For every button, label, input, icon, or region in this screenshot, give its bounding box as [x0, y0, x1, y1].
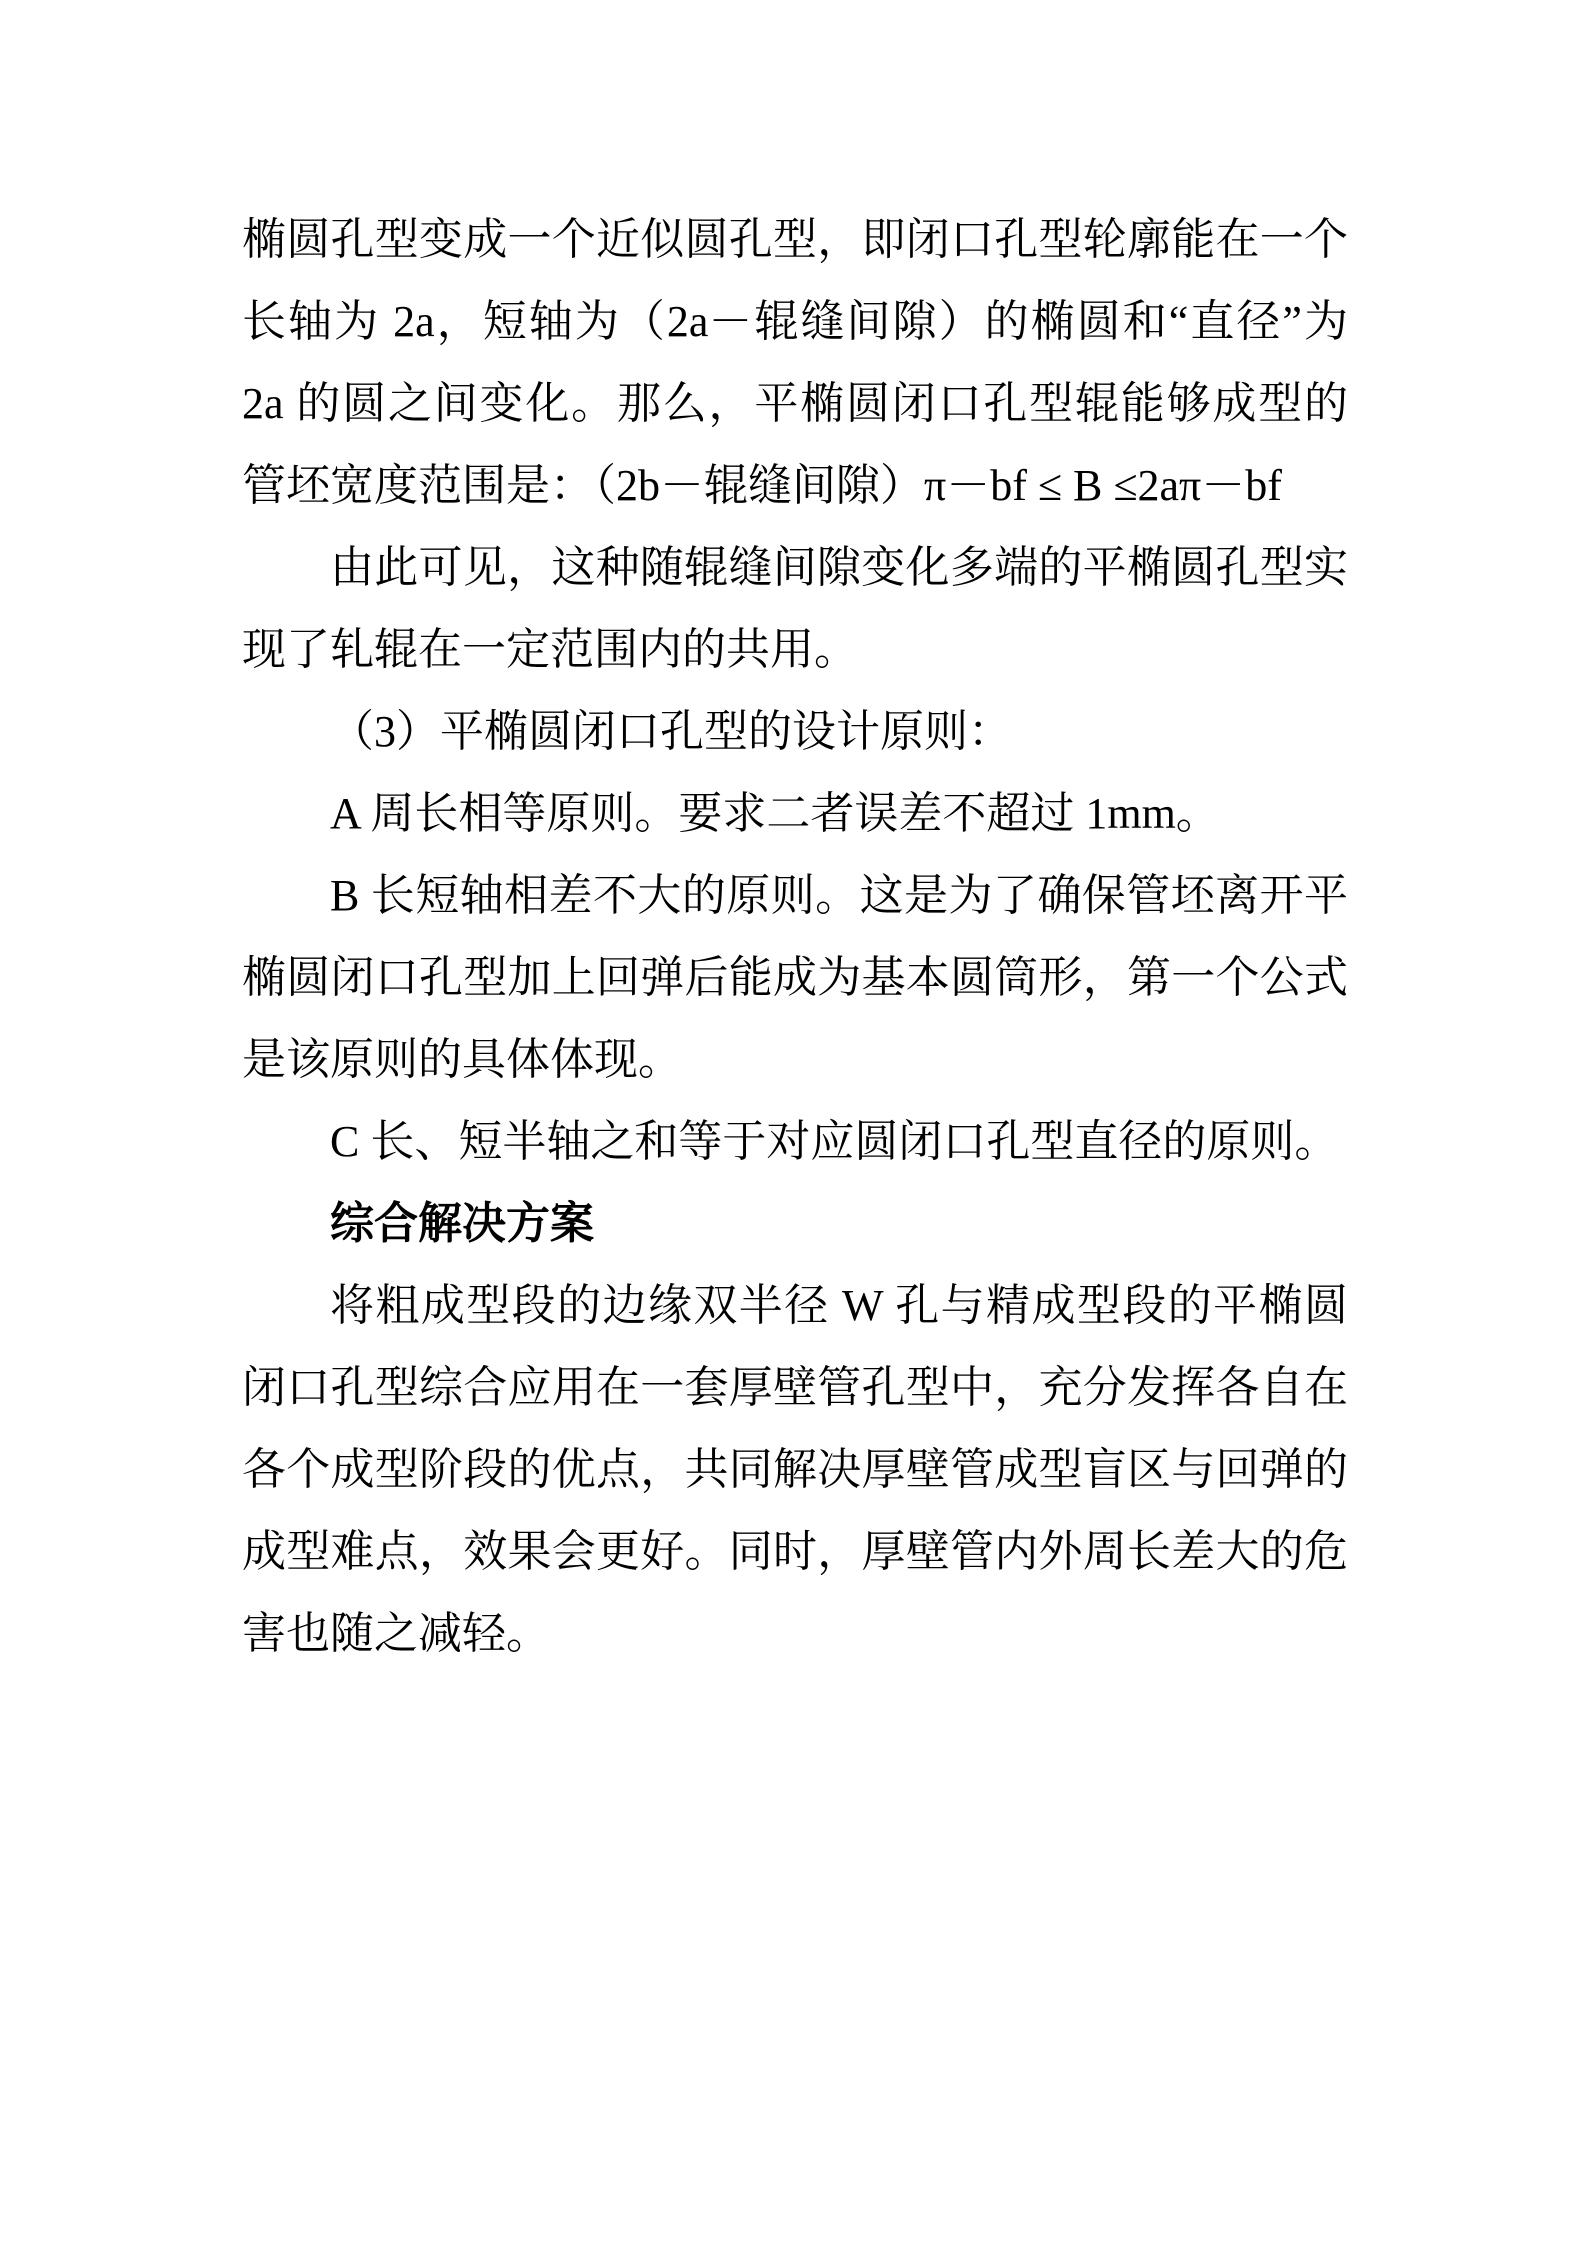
paragraph-design-principles-intro: （3）平椭圆闭口孔型的设计原则：: [330, 707, 1012, 756]
document-text-block: [242, 199, 1348, 1675]
paragraph-principle-a: A 周长相等原则。要求二者误差不超过 1mm。: [330, 789, 1220, 838]
section-heading-comprehensive-solution: 综合解决方案: [330, 1199, 594, 1248]
paragraph-comprehensive-solution-body: 将粗成型段的边缘双半径 W 孔与精成型段的平椭圆闭口孔型综合应用在一套厚壁管孔型中，充分发挥各自在各个成型阶段的优点，共同解决厚壁管成型盲区与回弹的成型难点，效果会更好。同时，厚壁管内外周长差大的危害也随之减轻。: [242, 1281, 1348, 1658]
paragraph-continuation-ellipse-pass: 椭圆孔型变成一个近似圆孔型，即闭口孔型轮廓能在一个长轴为 2a，短轴为（2a－辊缝间隙）的椭圆和“直径”为 2a 的圆之间变化。那么，平椭圆闭口孔型辊能够成型的管坯宽度范围是：（2b－辊缝间隙）π－bf ≤ B ≤2aπ－bf: [242, 215, 1348, 510]
paragraph-roll-sharing-conclusion: 由此可见，这种随辊缝间隙变化多端的平椭圆孔型实现了轧辊在一定范围内的共用。: [242, 543, 1348, 674]
paragraph-principle-c: C 长、短半轴之和等于对应圆闭口孔型直径的原则。: [330, 1117, 1339, 1166]
paragraph-principle-b: B 长短轴相差不大的原则。这是为了确保管坯离开平椭圆闭口孔型加上回弹后能成为基本圆筒形，第一个公式是该原则的具体体现。: [242, 871, 1348, 1084]
